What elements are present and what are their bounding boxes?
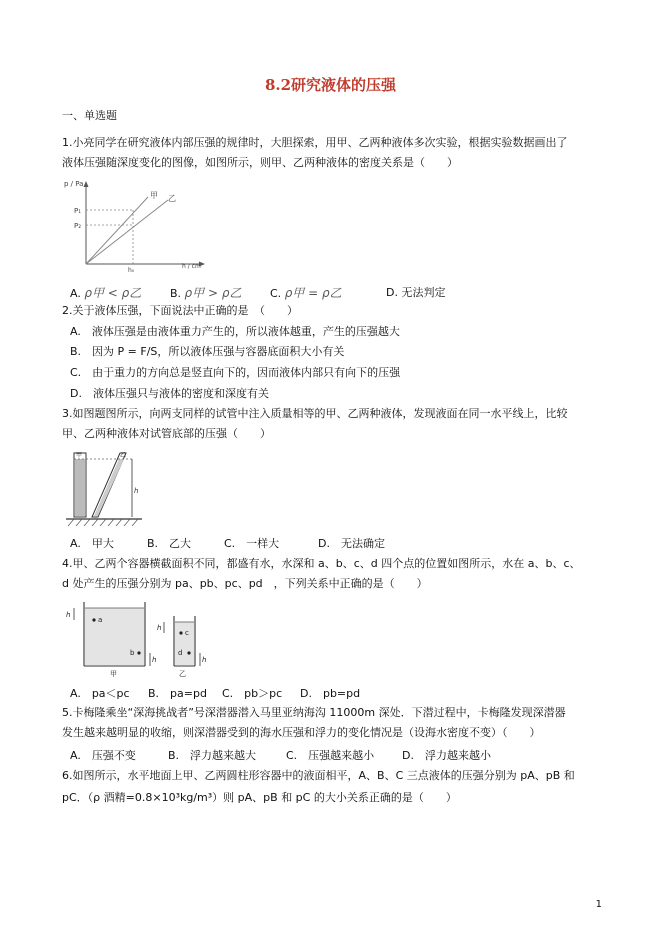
depth-a-label: h: [66, 611, 71, 619]
q4-stem-line1: 4.甲、乙两个容器横截面积不同，都盛有水，水深和 a、b、c、d 四个点的位置如图所示，水在 a、b、c、: [62, 557, 581, 570]
y-axis-label: p / Pa: [64, 180, 84, 188]
q3-stem-line2: 甲、乙两种液体对试管底部的压强（ ）: [62, 427, 271, 440]
q5-option-c[interactable]: C. 压强越来越小: [286, 749, 375, 762]
q3-option-b[interactable]: B. 乙大: [147, 537, 192, 550]
q2-option-d[interactable]: D. 液体压强只与液体的密度和深度有关: [70, 387, 269, 400]
point-d-label: d: [178, 649, 183, 657]
series-jia-line: [86, 197, 148, 264]
q1-option-c[interactable]: [270, 284, 342, 301]
liquid-jia: [75, 459, 85, 516]
container-jia-label: 甲: [110, 670, 117, 678]
x-axis-label: h / cm: [182, 263, 201, 270]
point-c-label: c: [185, 629, 189, 637]
container-yi-label: 乙: [179, 670, 186, 678]
option-expression: ρ甲 < ρ乙: [84, 286, 142, 300]
option-expression: ρ甲 > ρ乙: [184, 286, 242, 300]
option-letter: D.: [386, 286, 398, 299]
option-letter: C.: [270, 287, 282, 300]
q5-option-d[interactable]: D. 浮力越来越小: [402, 749, 491, 762]
depth-c-label: h: [157, 624, 162, 632]
series-jia-label: 甲: [150, 191, 158, 200]
q1-option-b[interactable]: [170, 284, 241, 301]
q4-option-c[interactable]: C. pb＞pc: [222, 687, 283, 700]
point-a-label: a: [98, 616, 103, 624]
q4-containers-figure: [62, 596, 212, 680]
p2-tick-label: P₂: [74, 222, 82, 230]
q4-option-b[interactable]: B. pa=pd: [148, 687, 207, 700]
q2-option-a[interactable]: A. 液体压强是由液体重力产生的，所以液体越重，产生的压强越大: [70, 325, 400, 338]
q6-stem-line1: 6.如图所示，水平地面上甲、乙两圆柱形容器中的液面相平，A、B、C 三点液体的压强分别为 pA、pB 和: [62, 769, 575, 782]
option-letter: A.: [70, 287, 81, 300]
q4-option-d[interactable]: D. pb=pd: [300, 687, 361, 700]
q4-stem-line2: d 处产生的压强分别为 pa、pb、pc、pd ，下列关系中正确的是（ ）: [62, 577, 428, 590]
option-expression: 无法判定: [401, 286, 446, 299]
q1-pressure-depth-graph: [62, 176, 212, 272]
tube-yi-label: 乙: [120, 452, 127, 459]
q3-option-c[interactable]: C. 一样大: [224, 537, 280, 550]
q1-option-a[interactable]: [70, 284, 141, 301]
q3-option-d[interactable]: D. 无法确定: [318, 537, 385, 550]
option-letter: B.: [170, 287, 182, 300]
q3-test-tubes-figure: [62, 447, 152, 529]
h0-tick-label: h₀: [128, 267, 135, 272]
q4-option-a[interactable]: A. pa＜pc: [70, 687, 130, 700]
page-title: 8.2研究液体的压强: [264, 76, 397, 94]
section-heading: 一、单选题: [62, 109, 117, 122]
q1-stem-line2: 液体压强随深度变化的图像，如图所示，则甲、乙两种液体的密度关系是（ ）: [62, 156, 458, 169]
option-expression: ρ甲 = ρ乙: [284, 286, 342, 300]
q5-stem-line2: 发生越来越明显的收缩，则深潜器受到的海水压强和浮力的变化情况是（设海水密度不变）（ ）: [62, 726, 541, 739]
height-label: h: [134, 487, 139, 495]
height-d-label: h: [202, 656, 207, 664]
page-number: 1: [595, 899, 602, 910]
q2-option-c[interactable]: C. 由于重力的方向总是竖直向下的，因而液体内部只有向下的压强: [70, 366, 401, 379]
q3-stem-line1: 3.如图题图所示，向两支同样的试管中注入质量相等的甲、乙两种液体，发现液面在同一水平线上，比较: [62, 407, 568, 420]
q2-option-b[interactable]: B. 因为 P = F/S，所以液体压强与容器底面积大小有关: [70, 345, 345, 358]
q2-stem: 2.关于液体压强，下面说法中正确的是 （ ）: [62, 304, 298, 317]
q6-stem-line2: pC．（ρ 酒精=0.8×10³kg/m³）则 pA、pB 和 pC 的大小关系正确的是（ ）: [62, 791, 457, 804]
q5-option-b[interactable]: B. 浮力越来越大: [168, 749, 257, 762]
tube-jia-label: 甲: [76, 452, 83, 459]
q5-stem-line1: 5.卡梅隆乘坐“深海挑战者”号深潜器潜入马里亚纳海沟 11000m 深处．下潜过程中，卡梅隆发现深潜器: [62, 706, 566, 719]
q3-option-a[interactable]: A. 甲大: [70, 537, 114, 550]
series-yi-label: 乙: [168, 194, 176, 203]
height-b-label: h: [152, 656, 157, 664]
p1-tick-label: P₁: [74, 207, 82, 215]
container-jia-water: [85, 608, 144, 665]
q5-option-a[interactable]: A. 压强不变: [70, 749, 136, 762]
point-b-label: b: [130, 649, 135, 657]
q1-stem-line1: 1.小亮同学在研究液体内部压强的规律时，大胆探索，用甲、乙两种液体多次实验，根据实验数据画出了: [62, 136, 568, 149]
q1-option-d[interactable]: [386, 284, 445, 300]
